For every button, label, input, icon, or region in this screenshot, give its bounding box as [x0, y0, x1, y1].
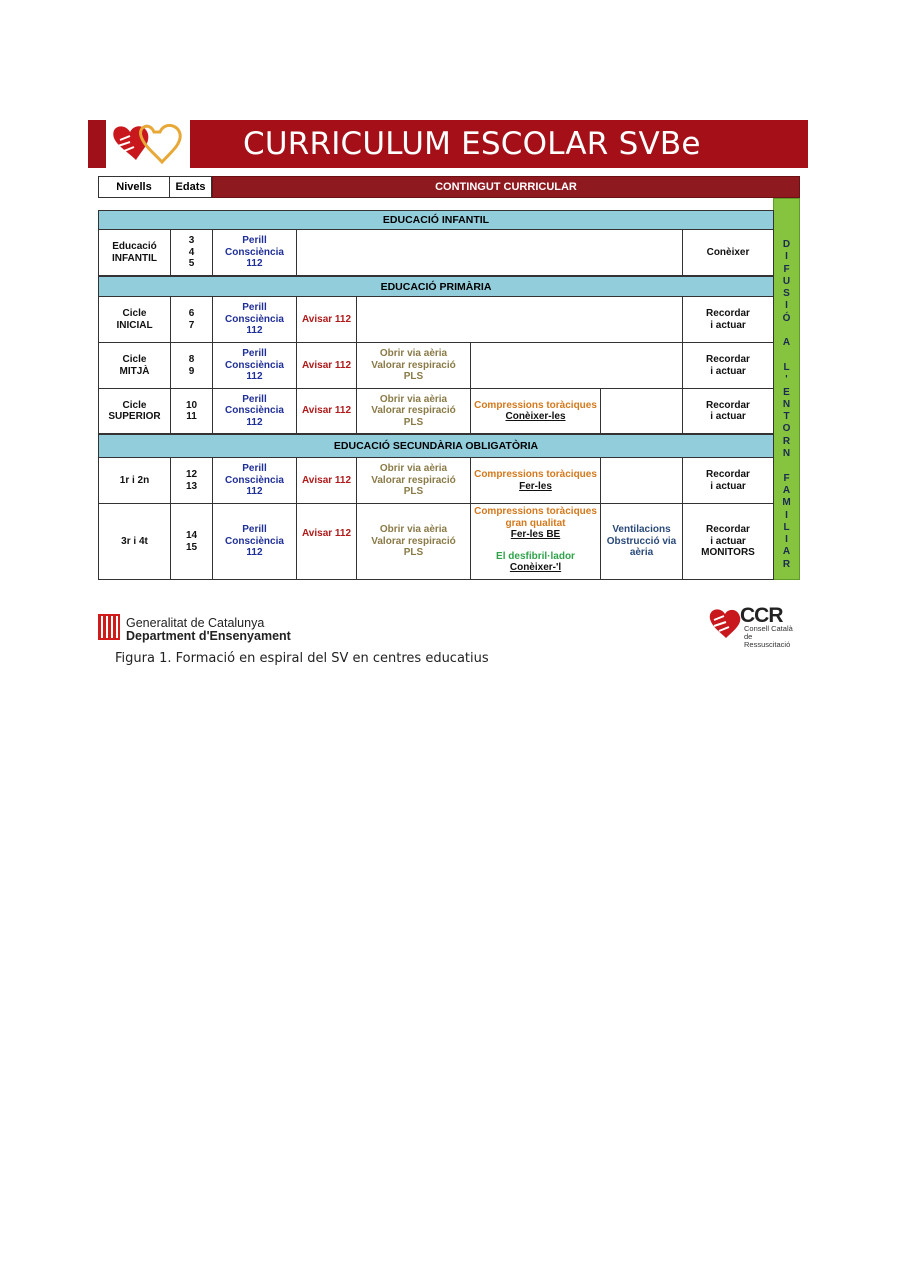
perill-cell: Perill Consciència 112 [213, 389, 297, 434]
side-letter: A [782, 484, 791, 496]
section-infantil: EDUCACIÓ INFANTIL [99, 211, 773, 230]
perill-cell: Perill Consciència 112 [213, 504, 297, 579]
page-title: CURRICULUM ESCOLAR SVBe [243, 126, 701, 162]
perill-cell: Perill Consciència 112 [213, 230, 297, 276]
side-letter [774, 350, 799, 362]
side-letter: D [782, 239, 791, 250]
avisar-cell: Avisar 112 [297, 297, 357, 343]
action-eso12: Recordar i actuar [683, 458, 773, 504]
level-eso34: 3r i 4t [99, 504, 171, 579]
side-letter: N [782, 448, 791, 460]
side-letter: M [782, 497, 791, 509]
family-diffusion-label [774, 239, 799, 571]
action-mitja: Recordar i actuar [683, 343, 773, 389]
side-letter: A [782, 337, 791, 349]
curriculum-table [98, 210, 774, 580]
banner-left-stripe [88, 120, 106, 168]
empty-cell [357, 297, 683, 343]
level-eso12: 1r i 2n [99, 458, 171, 504]
side-letter: L [783, 521, 790, 533]
airway-cell: Obrir via aèria Valorar respiració PLS [357, 458, 471, 504]
avisar-cell: Avisar 112 [297, 389, 357, 434]
side-letter: ' [785, 374, 788, 386]
side-letter: A [782, 546, 791, 558]
airway-cell: Obrir via aèria Valorar respiració PLS [357, 504, 471, 579]
section-eso: EDUCACIÓ SECUNDÀRIA OBLIGATÒRIA [99, 434, 773, 458]
family-diffusion-bar [773, 198, 800, 580]
side-letter: O [782, 423, 791, 435]
action-superior: Recordar i actuar [683, 389, 773, 434]
compressions-cell: Compressions toràciques Conèixer-les [471, 389, 601, 434]
compressions-cell: Compressions toràciques Fer-les [471, 458, 601, 504]
side-letter: T [783, 411, 790, 423]
side-letter [774, 460, 799, 472]
side-letter: F [783, 263, 790, 275]
empty-cell [297, 230, 683, 276]
ccr-acronym: CCR [740, 604, 783, 627]
header-ages: Edats [170, 176, 212, 198]
airway-cell: Obrir via aèria Valorar respiració PLS [357, 389, 471, 434]
level-mitja: Cicle MITJÀ [99, 343, 171, 389]
empty-cell [601, 458, 683, 504]
hearts-logo [108, 120, 184, 168]
section-primaria: EDUCACIÓ PRIMÀRIA [99, 276, 773, 297]
perill-cell: Perill Consciència 112 [213, 458, 297, 504]
ccr-subtitle-2: de Ressuscitació [744, 632, 791, 649]
level-infantil: Educació INFANTIL [99, 230, 171, 276]
gencat-logo [98, 614, 291, 645]
side-letter: I [785, 300, 788, 312]
department-name: Department d'Ensenyament [126, 629, 291, 643]
side-letter: I [785, 509, 788, 521]
level-superior: Cicle SUPERIOR [99, 389, 171, 434]
side-letter: F [783, 472, 790, 484]
ages-mitja: 8 9 [171, 343, 213, 389]
header-content: CONTINGUT CURRICULAR [212, 176, 800, 198]
avisar-cell: Avisar 112 [297, 504, 357, 579]
side-letter: I [785, 251, 788, 263]
empty-cell [601, 389, 683, 434]
gencat-name: Generalitat de Catalunya [126, 616, 265, 630]
side-letter: L [783, 361, 790, 373]
compressions-cell: Compressions toràciques gran qualitat Fer-les BE El desfibril·lador Conèixer-'l [471, 504, 601, 579]
action-eso34: Recordar i actuar MONITORS [701, 524, 755, 559]
side-letter: S [783, 288, 790, 300]
avisar-cell: Avisar 112 [297, 343, 357, 389]
ccr-logo [708, 604, 798, 649]
hearts-icon [108, 120, 184, 168]
action-inicial: Recordar i actuar [683, 297, 773, 343]
ages-eso34: 14 15 [171, 504, 213, 579]
ccr-heart-icon [708, 606, 742, 640]
side-letter: R [782, 435, 791, 447]
side-letter: I [785, 534, 788, 546]
header-levels: Nivells [98, 176, 170, 198]
ventilations-cell: Ventilacions Obstrucció via aèria [601, 504, 683, 579]
side-letter: N [782, 398, 791, 410]
avisar-cell: Avisar 112 [297, 458, 357, 504]
side-letter: Ó [782, 312, 791, 324]
empty-cell [471, 343, 683, 389]
action-infantil: Conèixer [683, 230, 773, 276]
figure-caption: Figura 1. Formació en espiral del SV en centres educatius [115, 651, 489, 666]
ages-eso12: 12 13 [171, 458, 213, 504]
perill-cell: Perill Consciència 112 [213, 343, 297, 389]
title-banner [88, 120, 808, 168]
ages-superior: 10 11 [171, 389, 213, 434]
side-letter: E [783, 386, 790, 398]
level-inicial: Cicle INICIAL [99, 297, 171, 343]
ages-inicial: 6 7 [171, 297, 213, 343]
ages-infantil: 3 4 5 [171, 230, 213, 276]
catalan-flag-icon [98, 614, 120, 640]
side-letter: U [782, 275, 791, 287]
airway-cell: Obrir via aèria Valorar respiració PLS [357, 343, 471, 389]
ccr-subtitle-1: Consell Català [744, 624, 793, 633]
side-letter [774, 325, 799, 337]
perill-cell: Perill Consciència 112 [213, 297, 297, 343]
side-letter: R [782, 558, 791, 570]
